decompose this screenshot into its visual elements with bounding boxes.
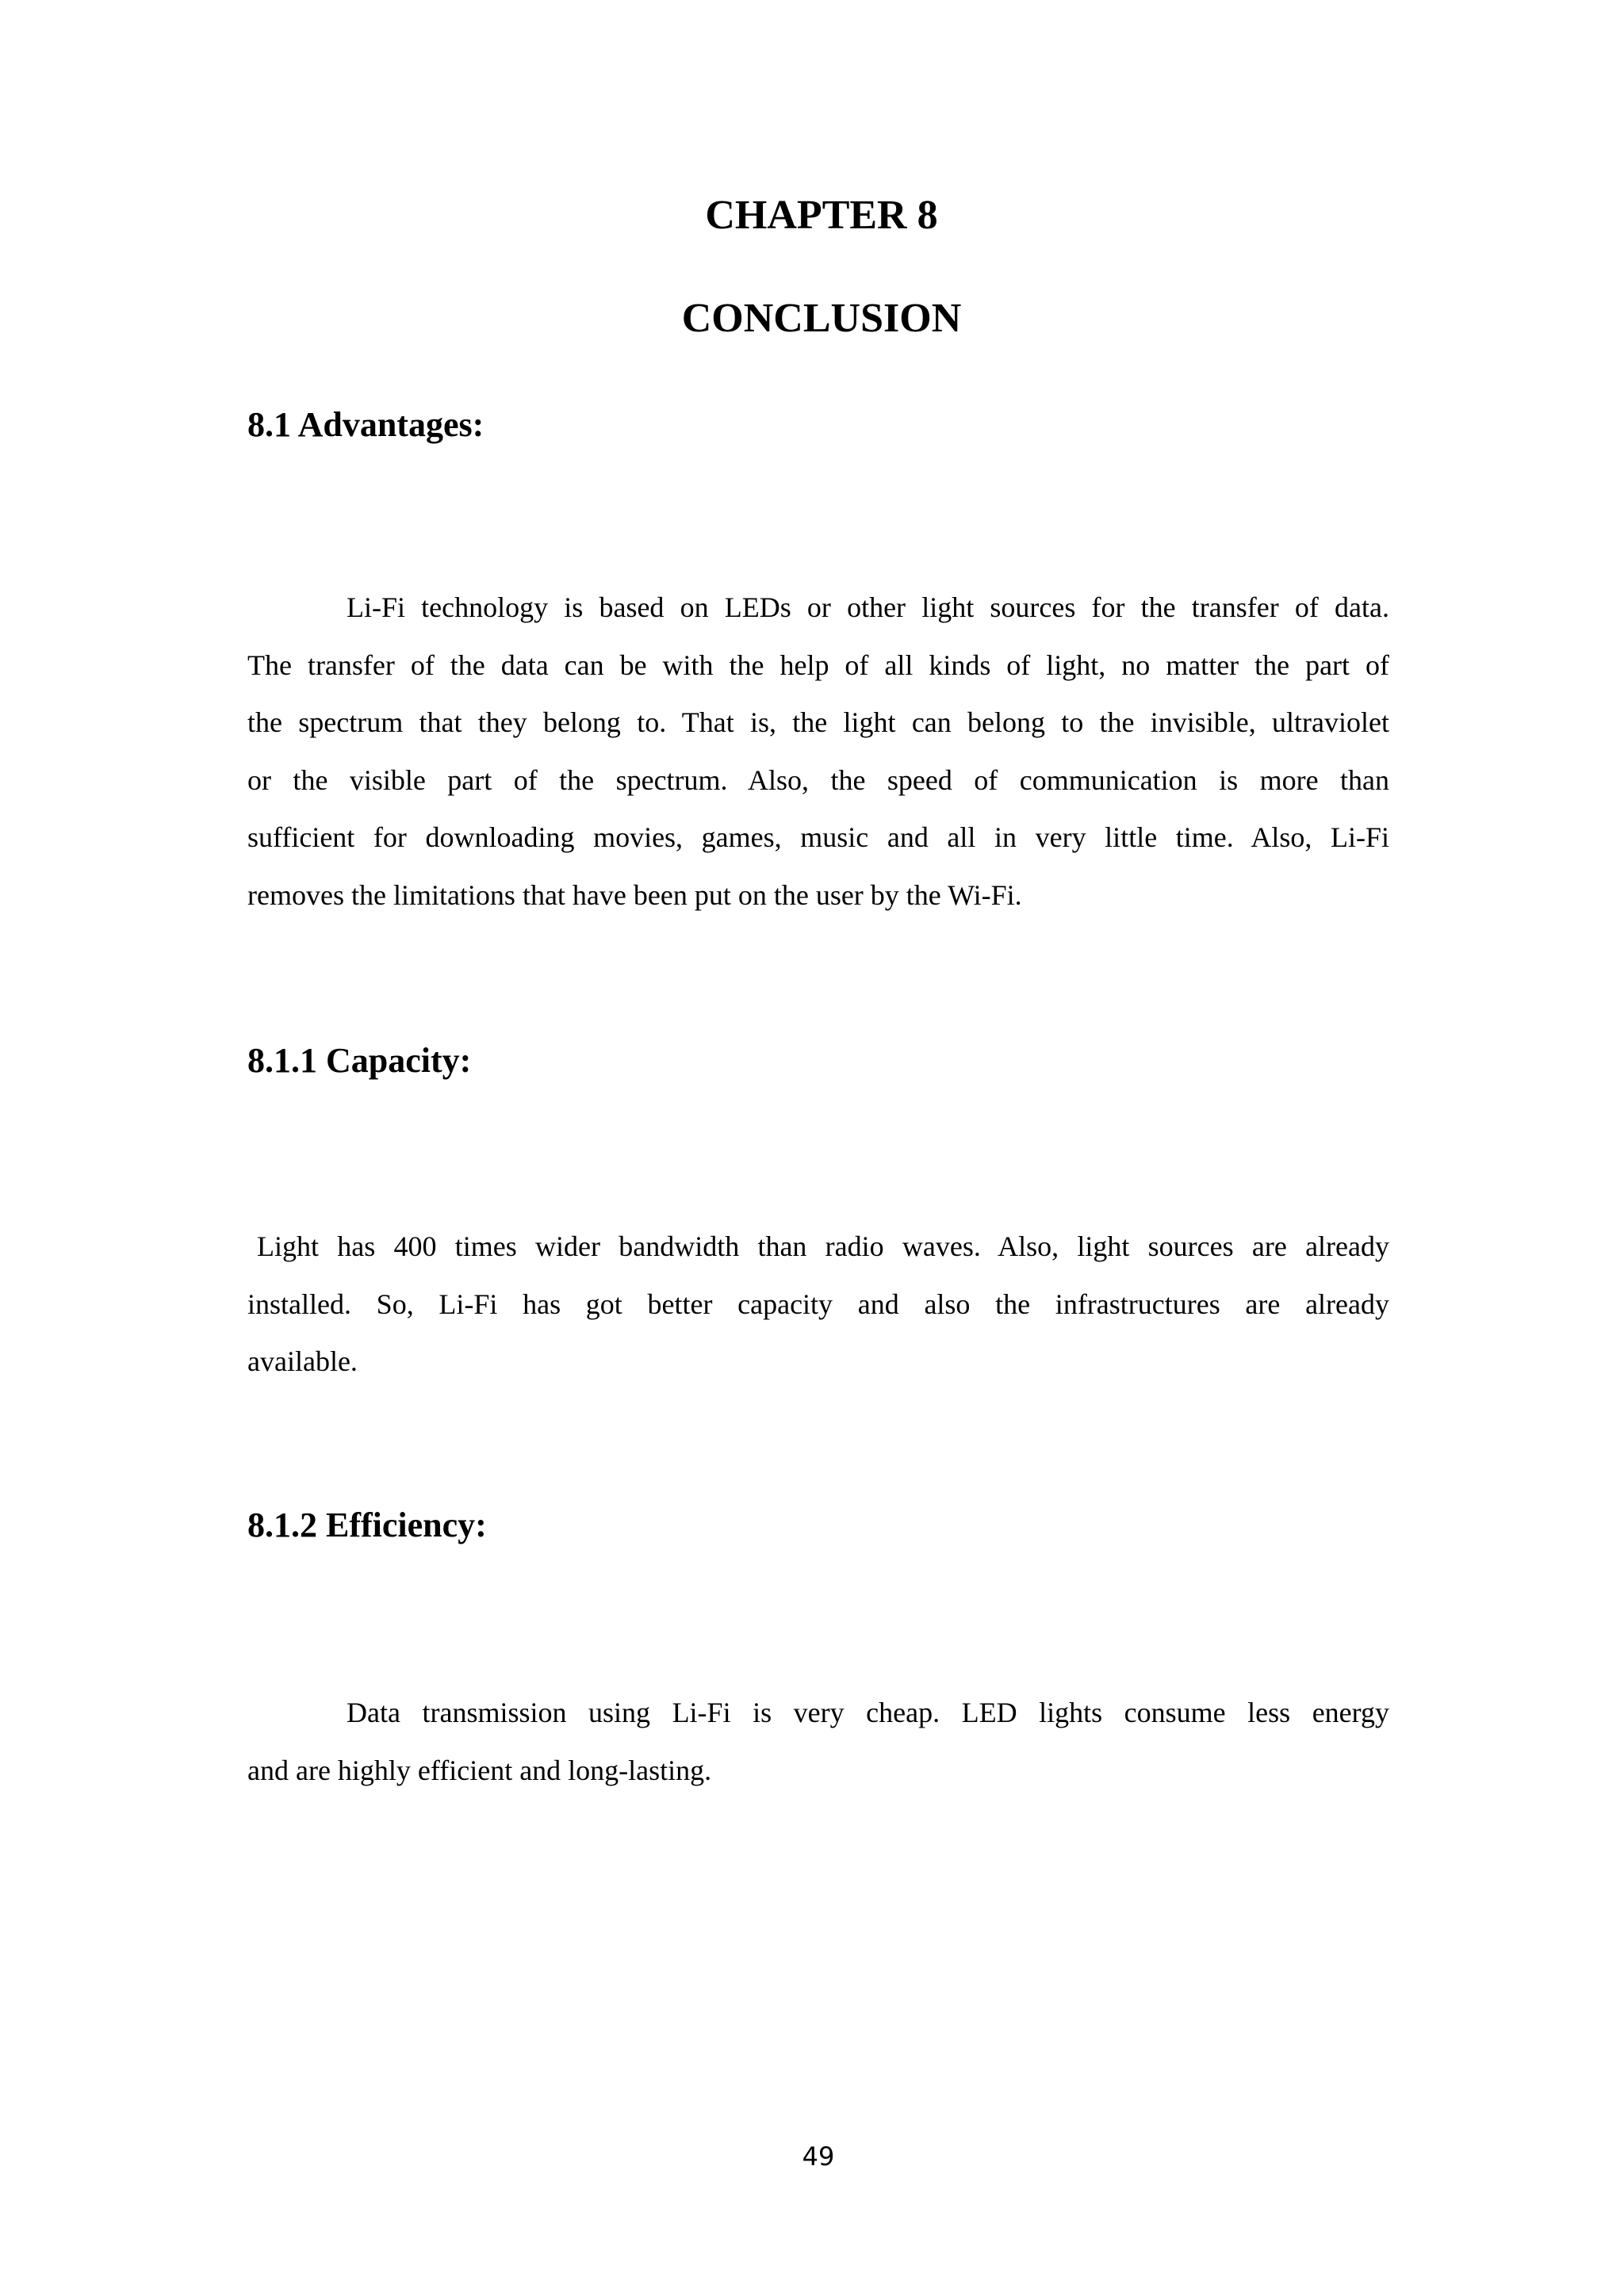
paragraph-line: available. bbox=[247, 1345, 358, 1377]
page-number: 49 bbox=[802, 2141, 835, 2172]
paragraph-line: or the visible part of the spectrum. Also, the speed of communication is more than bbox=[247, 763, 1389, 796]
paragraph-line: Data transmission using Li-Fi is very cheap. LED lights consume less energy bbox=[347, 1697, 1389, 1728]
chapter-title: CHAPTER 8 bbox=[705, 193, 938, 238]
section-heading-capacity: 8.1.1 Capacity: bbox=[247, 1041, 472, 1080]
chapter-subtitle: CONCLUSION bbox=[681, 296, 962, 341]
section-heading-advantages: 8.1 Advantages: bbox=[247, 405, 485, 444]
paragraph-line: the spectrum that they belong to. That is, the light can belong to the invisible, ultraviolet bbox=[247, 706, 1389, 738]
paragraph-line: The transfer of the data can be with the help of all kinds of light, no matter the part of bbox=[247, 649, 1389, 681]
paragraph-line: installed. So, Li-Fi has got better capacity and also the infrastructures are already bbox=[247, 1288, 1389, 1320]
paragraph-line: sufficient for downloading movies, games, music and all in very little time. Also, Li-Fi bbox=[247, 821, 1389, 853]
paragraph-line: Light has 400 times wider bandwidth than radio waves. Also, light sources are already bbox=[257, 1230, 1389, 1262]
section-heading-efficiency: 8.1.2 Efficiency: bbox=[247, 1506, 487, 1544]
paragraph-line: and are highly efficient and long-lasting. bbox=[247, 1754, 712, 1786]
paragraph-line: removes the limitations that have been put on the user by the Wi-Fi. bbox=[247, 878, 1022, 911]
paragraph-capacity bbox=[247, 1218, 1389, 1391]
paragraph-efficiency bbox=[247, 1684, 1389, 1799]
paragraph-line: Li-Fi technology is based on LEDs or other light sources for the transfer of data. bbox=[347, 591, 1389, 623]
paragraph-advantages bbox=[247, 579, 1389, 924]
